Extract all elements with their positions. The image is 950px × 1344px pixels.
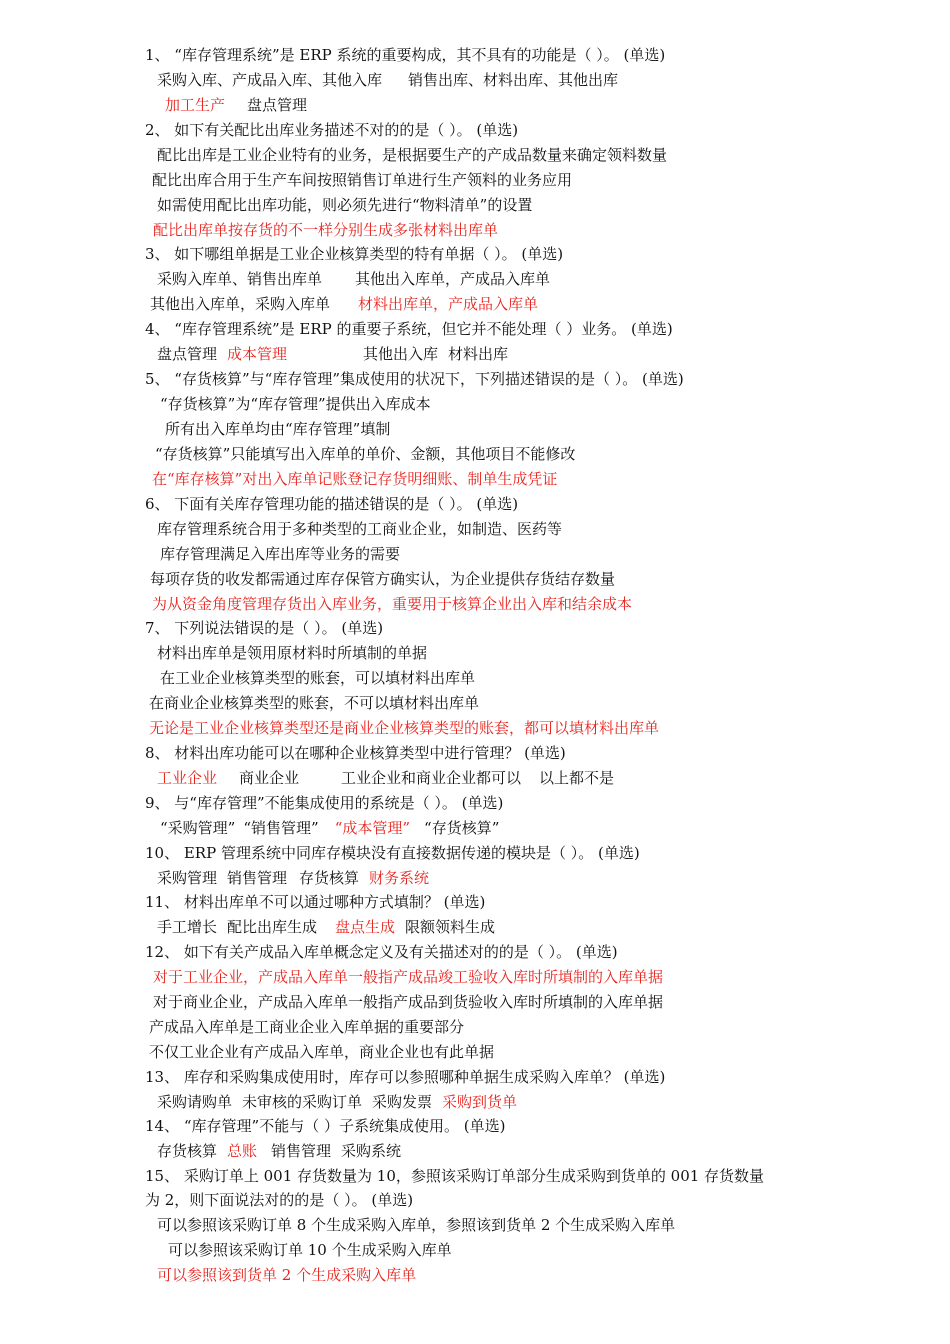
question-text: 为 2，则下面说法对的的是（ ）。 (单选) [145,1191,414,1209]
question-text: 5、 “存货核算”与“库存管理”集成使用的状况下，下列描述错误的是（ ）。 (单选) [145,370,684,388]
question-text: 11、 材料出库单不可以通过哪种方式填制？ (单选) [145,893,486,911]
answer-options [150,294,538,314]
option: 采购入库、产成品入库、其他入库 [157,71,383,89]
correct-answer: 总账 [227,1142,258,1160]
question-text: 4、 “库存管理系统”是 ERP 的重要子系统，但它并不能处理（ ）业务。 (单选) [145,320,673,338]
correct-answer: 成本管理 [227,345,288,363]
answer-options [165,95,307,115]
correct-answer: 加工生产 [165,96,226,114]
answer-options [157,70,618,90]
option: 可以参照该采购订单 8 个生成采购入库单，参照该到货单 2 个生成采购入库单 [157,1216,676,1234]
answer-options [157,868,429,888]
option: 商业企业 [239,769,300,787]
option: 每项存货的收发都需通过库存保管方确实认，为企业提供存货结存数量 [150,570,616,588]
question-text: 14、 “库存管理”不能与（ ）子系统集成使用。 (单选) [145,1117,506,1135]
option: 库存管理满足入库出库等业务的需要 [160,545,401,563]
option: 未审核的采购订单 [242,1093,363,1111]
option: 不仅工业企业有产成品入库单，商业企业也有此单据 [149,1043,495,1061]
question-stem [145,319,673,339]
answer-options [160,818,499,838]
question-stem [145,45,665,65]
option: 库存管理系统合用于多种类型的工商业企业，如制造、医药等 [157,520,563,538]
question-text: 2、 如下有关配比出库业务描述不对的的是（ ）。 (单选) [145,121,519,139]
question-text: 12、 如下有关产成品入库单概念定义及有关描述对的的是（ ）。 (单选) [145,943,618,961]
question-stem [145,369,684,389]
question-stem [145,1166,764,1186]
option: 产成品入库单是工商业企业入库单据的重要部分 [149,1018,465,1036]
option: 盘点管理 [157,345,218,363]
question-stem [145,120,518,140]
question-text: 9、 与“库存管理”不能集成使用的系统是（ ）。 (单选) [145,794,504,812]
answer-options [157,1141,401,1161]
option: 手工增长 [157,918,218,936]
question-stem [145,494,518,514]
option: “存货核算” [424,819,500,837]
question-stem [145,1116,505,1136]
correct-answer: 财务系统 [369,869,430,887]
option: 在商业企业核算类型的账套，不可以填材料出库单 [149,694,480,712]
option: 限额领料生成 [405,918,496,936]
question-text: 3、 如下哪组单据是工业企业核算类型的特有单据（ ）。 (单选) [145,245,564,263]
correct-answer: 配比出库单按存货的不一样分别生成多张材料出库单 [153,221,499,239]
option: 配比出库生成 [227,918,318,936]
option: 采购发票 [372,1093,433,1111]
option: 工业企业和商业企业都可以 [341,769,522,787]
question-stem [145,843,640,863]
answer-options [157,768,614,788]
question-text: 8、 材料出库功能可以在哪种企业核算类型中进行管理？ (单选) [145,744,566,762]
option: 其他出入库 [363,345,439,363]
option: 销售出库、材料出库、其他出库 [408,71,619,89]
option: 采购管理 [157,869,218,887]
question-text: 15、 采购订单上 001 存货数量为 10，参照该采购订单部分生成采购到货单的 001 存货数量 [145,1167,765,1185]
question-stem [145,942,618,962]
option: “采购管理” [160,819,236,837]
option: 其他出入库单，产成品入库单 [355,270,551,288]
option: “存货核算”只能填写出入库单的单价、金额，其他项目不能修改 [155,445,576,463]
option: 材料出库 [448,345,509,363]
answer-options [157,1092,517,1112]
correct-answer: 在“库存核算”对出入库单记账登记存货明细账、制单生成凭证 [152,470,558,488]
correct-answer: 采购到货单 [442,1093,518,1111]
option: 盘点管理 [247,96,308,114]
option: 对于商业企业，产成品入库单一般指产成品到货验收入库时所填制的入库单据 [153,993,664,1011]
option: 以上都不是 [539,769,615,787]
option: 材料出库单是领用原材料时所填制的单据 [157,644,428,662]
question-text: 7、 下列说法错误的是（ ）。 (单选) [145,619,384,637]
question-stem-continued [145,1190,413,1210]
option: 如需使用配比出库功能，则必须先进行“物料清单”的设置 [157,196,533,214]
question-text: 10、 ERP 管理系统中同库存模块没有直接数据传递的模块是（ ）。 (单选) [145,844,640,862]
answer-options [157,344,508,364]
option: “存货核算”为“库存管理”提供出入库成本 [160,395,431,413]
option: 其他出入库单，采购入库单 [150,295,331,313]
question-stem [145,793,503,813]
question-stem [145,618,383,638]
option: 存货核算 [157,1142,218,1160]
answer-options [157,269,550,289]
option: 采购请购单 [157,1093,233,1111]
question-text: 6、 下面有关库存管理功能的描述错误的是（ ）。 (单选) [145,495,519,513]
option: 存货核算 [299,869,360,887]
question-stem [145,892,485,912]
correct-answer: 可以参照该到货单 2 个生成采购入库单 [157,1266,417,1284]
option: 可以参照该采购订单 10 个生成采购入库单 [168,1241,452,1259]
correct-answer: 为从资金角度管理存货出入库业务，重要用于核算企业出入库和结余成本 [152,595,633,613]
correct-answer: 无论是工业企业核算类型还是商业企业核算类型的账套，都可以填材料出库单 [149,719,660,737]
correct-answer: “成本管理” [334,819,411,837]
option: “销售管理” [243,819,319,837]
option: 配比出库合用于生产车间按照销售订单进行生产领料的业务应用 [152,171,573,189]
option: 采购系统 [341,1142,402,1160]
option: 销售管理 [271,1142,332,1160]
correct-answer: 工业企业 [157,769,218,787]
question-stem [145,1067,665,1087]
option: 配比出库是工业企业特有的业务，是根据要生产的产成品数量来确定领料数量 [157,146,668,164]
option: 所有出入库单均由“库存管理”填制 [165,420,391,438]
question-text: 1、 “库存管理系统”是 ERP 系统的重要构成，其不具有的功能是（ ）。 (单选) [145,46,666,64]
option: 在工业企业核算类型的账套，可以填材料出库单 [160,669,476,687]
option: 销售管理 [227,869,288,887]
correct-answer: 对于工业企业，产成品入库单一般指产成品竣工验收入库时所填制的入库单据 [153,968,664,986]
question-stem [145,244,563,264]
answer-options [157,917,495,937]
correct-answer: 盘点生成 [335,918,396,936]
question-stem [145,743,566,763]
question-text: 13、 库存和采购集成使用时，库存可以参照哪种单据生成采购入库单？ (单选) [145,1068,666,1086]
correct-answer: 材料出库单，产成品入库单 [358,295,539,313]
option: 采购入库单、销售出库单 [157,270,323,288]
